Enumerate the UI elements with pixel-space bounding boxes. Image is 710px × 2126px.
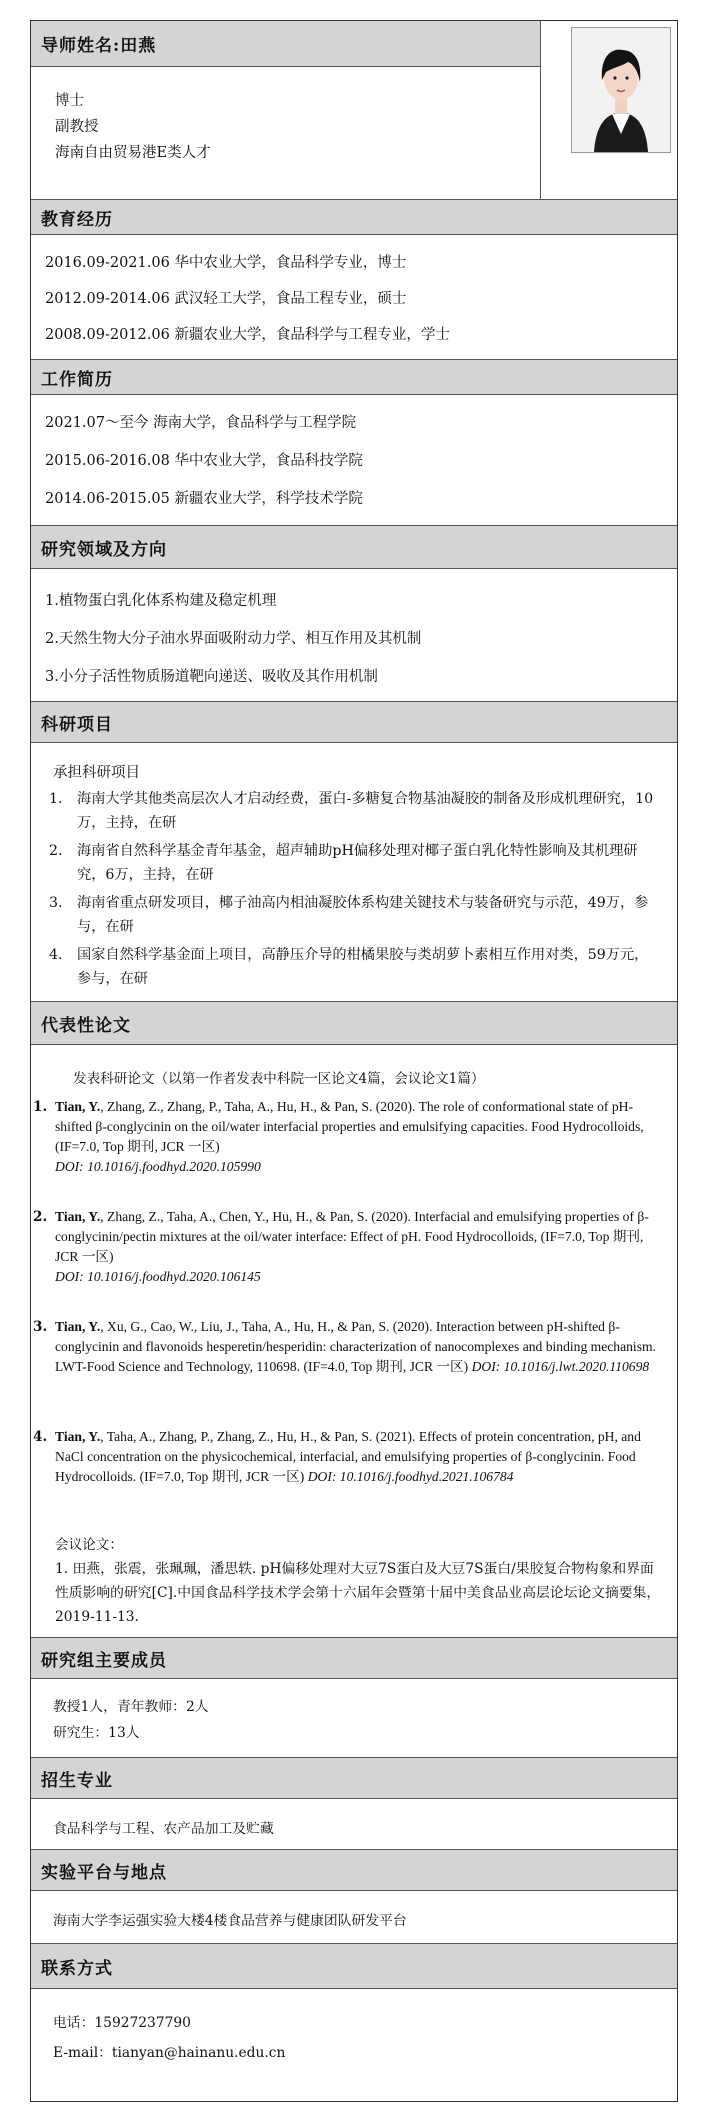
paper-doi: DOI: 10.1016/j.foodhyd.2020.106145 <box>55 1269 261 1284</box>
education-item: 2012.09-2014.06 武汉轻工大学，食品工程专业，硕士 <box>45 291 407 307</box>
project-text: 海南省自然科学基金青年基金，超声辅助pH偏移处理对椰子蛋白乳化特性影响及其机理研究，6万，主持，在研 <box>77 843 638 883</box>
research-item: 3.小分子活性物质肠道靶向递送、吸收及其作用机制 <box>45 669 378 685</box>
projects-title: 科研项目 <box>41 714 113 735</box>
profile-talent: 海南自由贸易港E类人才 <box>55 145 211 161</box>
conference-paper: 1. 田燕，张震，张珮珮，潘思轶. pH偏移处理对大豆7S蛋白及大豆7S蛋白/果胶复合物构象和界面性质影响的研究[C].中国食品科学技术学会第十六届年会暨第十届中美食品业高层论坛论文摘要集，2019-11-13. <box>55 1561 661 1625</box>
education-item: 2008.09-2012.06 新疆农业大学，食品科学与工程专业，学士 <box>45 327 450 343</box>
research-title: 研究领域及方向 <box>41 539 167 560</box>
profile-title: 副教授 <box>55 119 99 135</box>
majors-title: 招生专业 <box>41 1770 113 1791</box>
paper-item <box>31 1207 663 1287</box>
platform-header <box>31 1849 677 1891</box>
papers-title: 代表性论文 <box>41 1015 131 1036</box>
platform-title: 实验平台与地点 <box>41 1862 167 1883</box>
paper-item <box>31 1427 663 1487</box>
paper-item <box>31 1317 663 1377</box>
paper-doi: DOI: 10.1016/j.foodhyd.2021.106784 <box>307 1469 514 1484</box>
paper-number: 1. <box>33 1099 48 1115</box>
contact-phone: 电话：15927237790 <box>53 2015 191 2031</box>
paper-doi: DOI: 10.1016/j.lwt.2020.110698 <box>471 1359 650 1374</box>
majors-text: 食品科学与工程、农产品加工及贮藏 <box>53 1821 274 1837</box>
project-text: 国家自然科学基金面上项目，高静压介导的柑橘果胶与类胡萝卜素相互作用对类，59万元，参与，在研 <box>77 947 649 987</box>
page-title: 导师姓名:田燕 <box>41 36 157 56</box>
paper-number: 2. <box>33 1209 48 1225</box>
papers-intro: 发表科研论文（以第一作者发表中科院一区论文4篇，会议论文1篇） <box>73 1071 485 1087</box>
work-header <box>31 359 677 395</box>
paper-item <box>31 1097 663 1177</box>
education-item: 2016.09-2021.06 华中农业大学，食品科学专业，博士 <box>45 255 407 271</box>
conference-label: 会议论文： <box>55 1537 123 1553</box>
project-number: 2. <box>49 843 63 859</box>
project-number: 3. <box>49 895 63 911</box>
majors-header <box>31 1757 677 1799</box>
paper-author: Tian, Y. <box>55 1429 101 1444</box>
contact-title: 联系方式 <box>41 1958 113 1979</box>
research-header <box>31 525 677 569</box>
profile-block <box>31 67 541 199</box>
project-number: 4. <box>49 947 63 963</box>
profile-degree: 博士 <box>55 93 84 109</box>
projects-header <box>31 701 677 743</box>
project-item <box>49 891 661 939</box>
paper-citation: , Zhang, Z., Taha, A., Chen, Y., Hu, H., & Pan, S. (2020). Interfacial and emulsifying properties of β-conglycinin/pectin mixtures at the oil/water interface: Effect of pH. Food Hydrocolloids, (IF=7.0, Top 期刊, JCR 一区) <box>55 1209 649 1264</box>
project-text: 海南大学其他类高层次人才启动经费，蛋白-多糖复合物基油凝胶的制备及形成机理研究，10万，主持，在研 <box>77 791 654 831</box>
contact-email: E-mail：tianyan@hainanu.edu.cn <box>53 2045 286 2061</box>
paper-number: 3. <box>33 1319 48 1335</box>
work-item: 2014.06-2015.05 新疆农业大学，科学技术学院 <box>45 491 363 507</box>
name-header <box>31 21 541 67</box>
paper-citation: , Zhang, Z., Zhang, P., Taha, A., Hu, H., & Pan, S. (2020). The role of conformational state of pH-shifted β-conglycinin on the oil/water interfacial properties and emulsifying capacities. Food Hydrocolloids, (IF=7.0, Top 期刊, JCR 一区) <box>55 1099 644 1154</box>
paper-citation: , Xu, G., Cao, W., Liu, J., Taha, A., Hu, H., & Pan, S. (2020). Interaction between pH-shifted β-conglycinin and flavonoids hesperetin/hesperidin: characterization of nanocomplexes and binding mechanism. LWT-Food Science and Technology, 110698. (IF=4.0, Top 期刊, JCR 一区) <box>55 1319 656 1374</box>
work-title: 工作简历 <box>41 369 113 390</box>
projects-intro: 承担科研项目 <box>53 765 140 781</box>
project-number: 1. <box>49 791 63 807</box>
education-title: 教育经历 <box>41 209 113 230</box>
group-members-students: 研究生：13人 <box>53 1725 140 1741</box>
paper-author: Tian, Y. <box>55 1099 101 1114</box>
project-item <box>49 943 661 991</box>
paper-author: Tian, Y. <box>55 1319 101 1334</box>
group-members-staff: 教授1人，青年教师：2人 <box>53 1699 209 1715</box>
portrait-icon <box>572 28 670 152</box>
paper-number: 4. <box>33 1429 48 1445</box>
portrait-photo <box>571 27 671 153</box>
research-item: 1.植物蛋白乳化体系构建及稳定机理 <box>45 593 277 609</box>
work-item: 2015.06-2016.08 华中农业大学，食品科技学院 <box>45 453 363 469</box>
paper-doi: DOI: 10.1016/j.foodhyd.2020.105990 <box>55 1159 261 1174</box>
papers-header <box>31 1001 677 1045</box>
paper-citation: , Taha, A., Zhang, P., Zhang, Z., Hu, H., & Pan, S. (2021). Effects of protein concentration, pH, and NaCl concentration on the physicochemical, interfacial, and emulsifying properties of β-conglycinin. Food Hydrocolloids. (IF=7.0, Top 期刊, JCR 一区) <box>55 1429 641 1484</box>
project-text: 海南省重点研发项目，椰子油高内相油凝胶体系构建关键技术与装备研究与示范，49万，参与，在研 <box>77 895 649 935</box>
cv-sheet <box>30 20 678 2102</box>
group-title: 研究组主要成员 <box>41 1650 167 1671</box>
platform-text: 海南大学李运强实验大楼4楼食品营养与健康团队研发平台 <box>53 1913 407 1929</box>
project-item <box>49 787 661 835</box>
research-item: 2.天然生物大分子油水界面吸附动力学、相互作用及其机制 <box>45 631 422 647</box>
paper-author: Tian, Y. <box>55 1209 101 1224</box>
work-item: 2021.07～至今 海南大学，食品科学与工程学院 <box>45 415 357 431</box>
group-header <box>31 1637 677 1679</box>
contact-header <box>31 1943 677 1989</box>
project-item <box>49 839 661 887</box>
education-header <box>31 199 677 235</box>
